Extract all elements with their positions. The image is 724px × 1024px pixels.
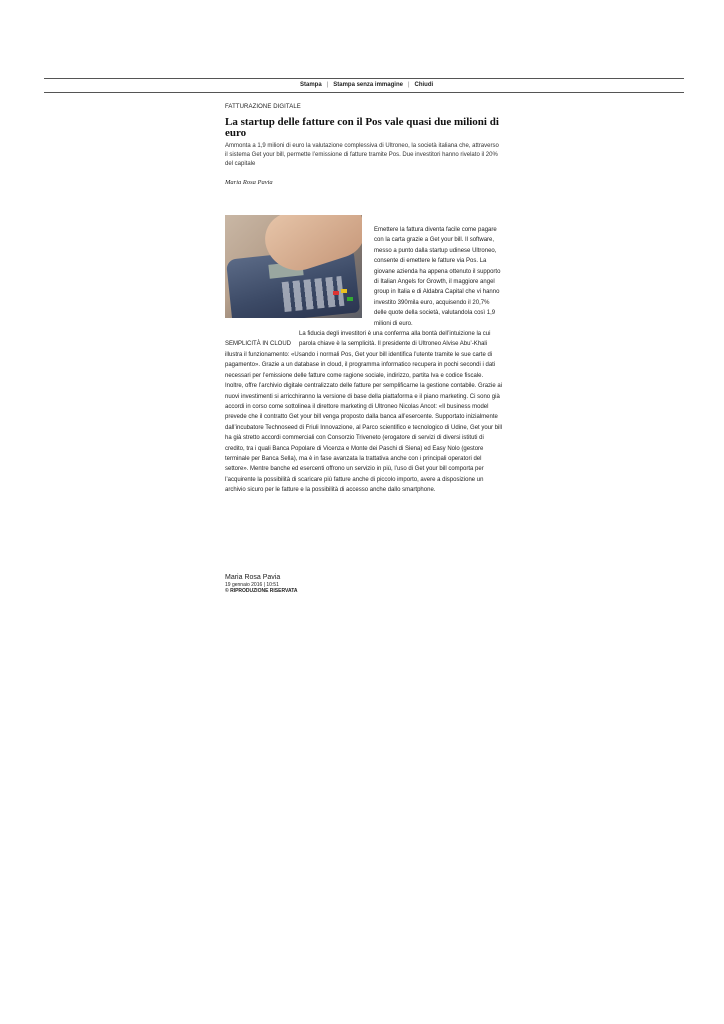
article-summary: Ammonta a 1,9 milioni di euro la valutazione complessiva di Ultroneo, la società italiana che, attraverso il sistema Get your bill, permette l’emissione di fatture tramite Pos. Due investitori hanno rivelato il 20% del capitale [225, 143, 499, 167]
publication-date: 19 gennaio 2016 | 10:51 [225, 582, 279, 588]
separator: | [407, 82, 410, 88]
byline: Maria Rosa Pavia [225, 574, 281, 581]
article-body [225, 215, 503, 496]
separator: | [326, 82, 329, 88]
author-name: Maria Rosa Pavia [225, 179, 273, 186]
copyright-notice: © RIPRODUZIONE RISERVATA [225, 588, 298, 594]
pos-terminal-photo [225, 215, 362, 318]
print-toolbar [44, 78, 684, 93]
article-title: La startup delle fatture con il Pos vale quasi due milioni di euro [225, 116, 499, 139]
print-no-image-link[interactable]: Stampa senza immagine [333, 82, 403, 88]
close-link[interactable]: Chiudi [414, 82, 434, 88]
article-main-paragraph: La fiducia degli investitori è una conferma alla bontà dell’intuizione la cui parola chiave è la semplicità. Il presidente di Ultroneo Alvise Abu’-Khali illustra il funzionamento: «Usando i normali Pos, Get your bill identifica l’utente tramite le sue carte di pagamento». Grazie a un database in cloud, il programma informatico recupera in pochi secondi i dati necessari per l’emissione delle fatture come ragione sociale, indirizzo, partita Iva e codice fiscale. Inoltre, offre l’archivio digitale centralizzato delle fatture per semplificarne la gestione contabile. Grazie ai nuovi investimenti si arricchiranno la versione di base della piattaforma e il piano marketing. Ci sono già accordi in corso come sottolinea il direttore marketing di Ultroneo Nicolas Ancot: «Il business model prevede che il contratto Get your bill venga proposto dalla banca all’esercente. Supportato inizialmente dall’incubatore Technoseed di Friuli Innovazione, al Parco scientifico e tecnologico di Udine, Get your bill ha già stretto accordi commerciali con Consorzio Triveneto (erogatore di servizi di diversi istituti di credito, tra i quali Banca Popolare di Vicenza e Monte dei Paschi di Siena) ed Easy Nolo (gestore terminale per Banca Sella), ma è in fase avanzata la trattativa anche con i principali operatori del settore». Mentre banche ed esercenti offrono un servizio in più, l’uso di Get your bill comporta per l’acquirente la possibilità di scaricare più fatture anche di piccolo importo, avere a disposizione un archivio sicuro per le fatture e la possibilità di accesso anche dallo smartphone. [225, 331, 503, 494]
print-link[interactable]: Stampa [300, 82, 322, 88]
article-category: FATTURAZIONE DIGITALE [225, 104, 301, 110]
article-header [225, 104, 503, 186]
article-intro-paragraph: Emettere la fattura diventa facile come pagare con la carta grazie a Get your bill. Il software, messo a punto dalla startup udinese Ultroneo, consente di emettere le fatture via Pos. La giovane azienda ha appena ottenuto il supporto di Italian Angels for Growth, il maggiore angel group in Italia e di Aldabra Capital che vi hanno investito 390mila euro, acquisendo il 20,7% delle quote della società, valutandola così 1,9 milioni di euro. [374, 227, 501, 327]
section-subhead: SEMPLICITÀ IN CLOUD [225, 341, 292, 348]
toolbar-links [300, 82, 433, 88]
